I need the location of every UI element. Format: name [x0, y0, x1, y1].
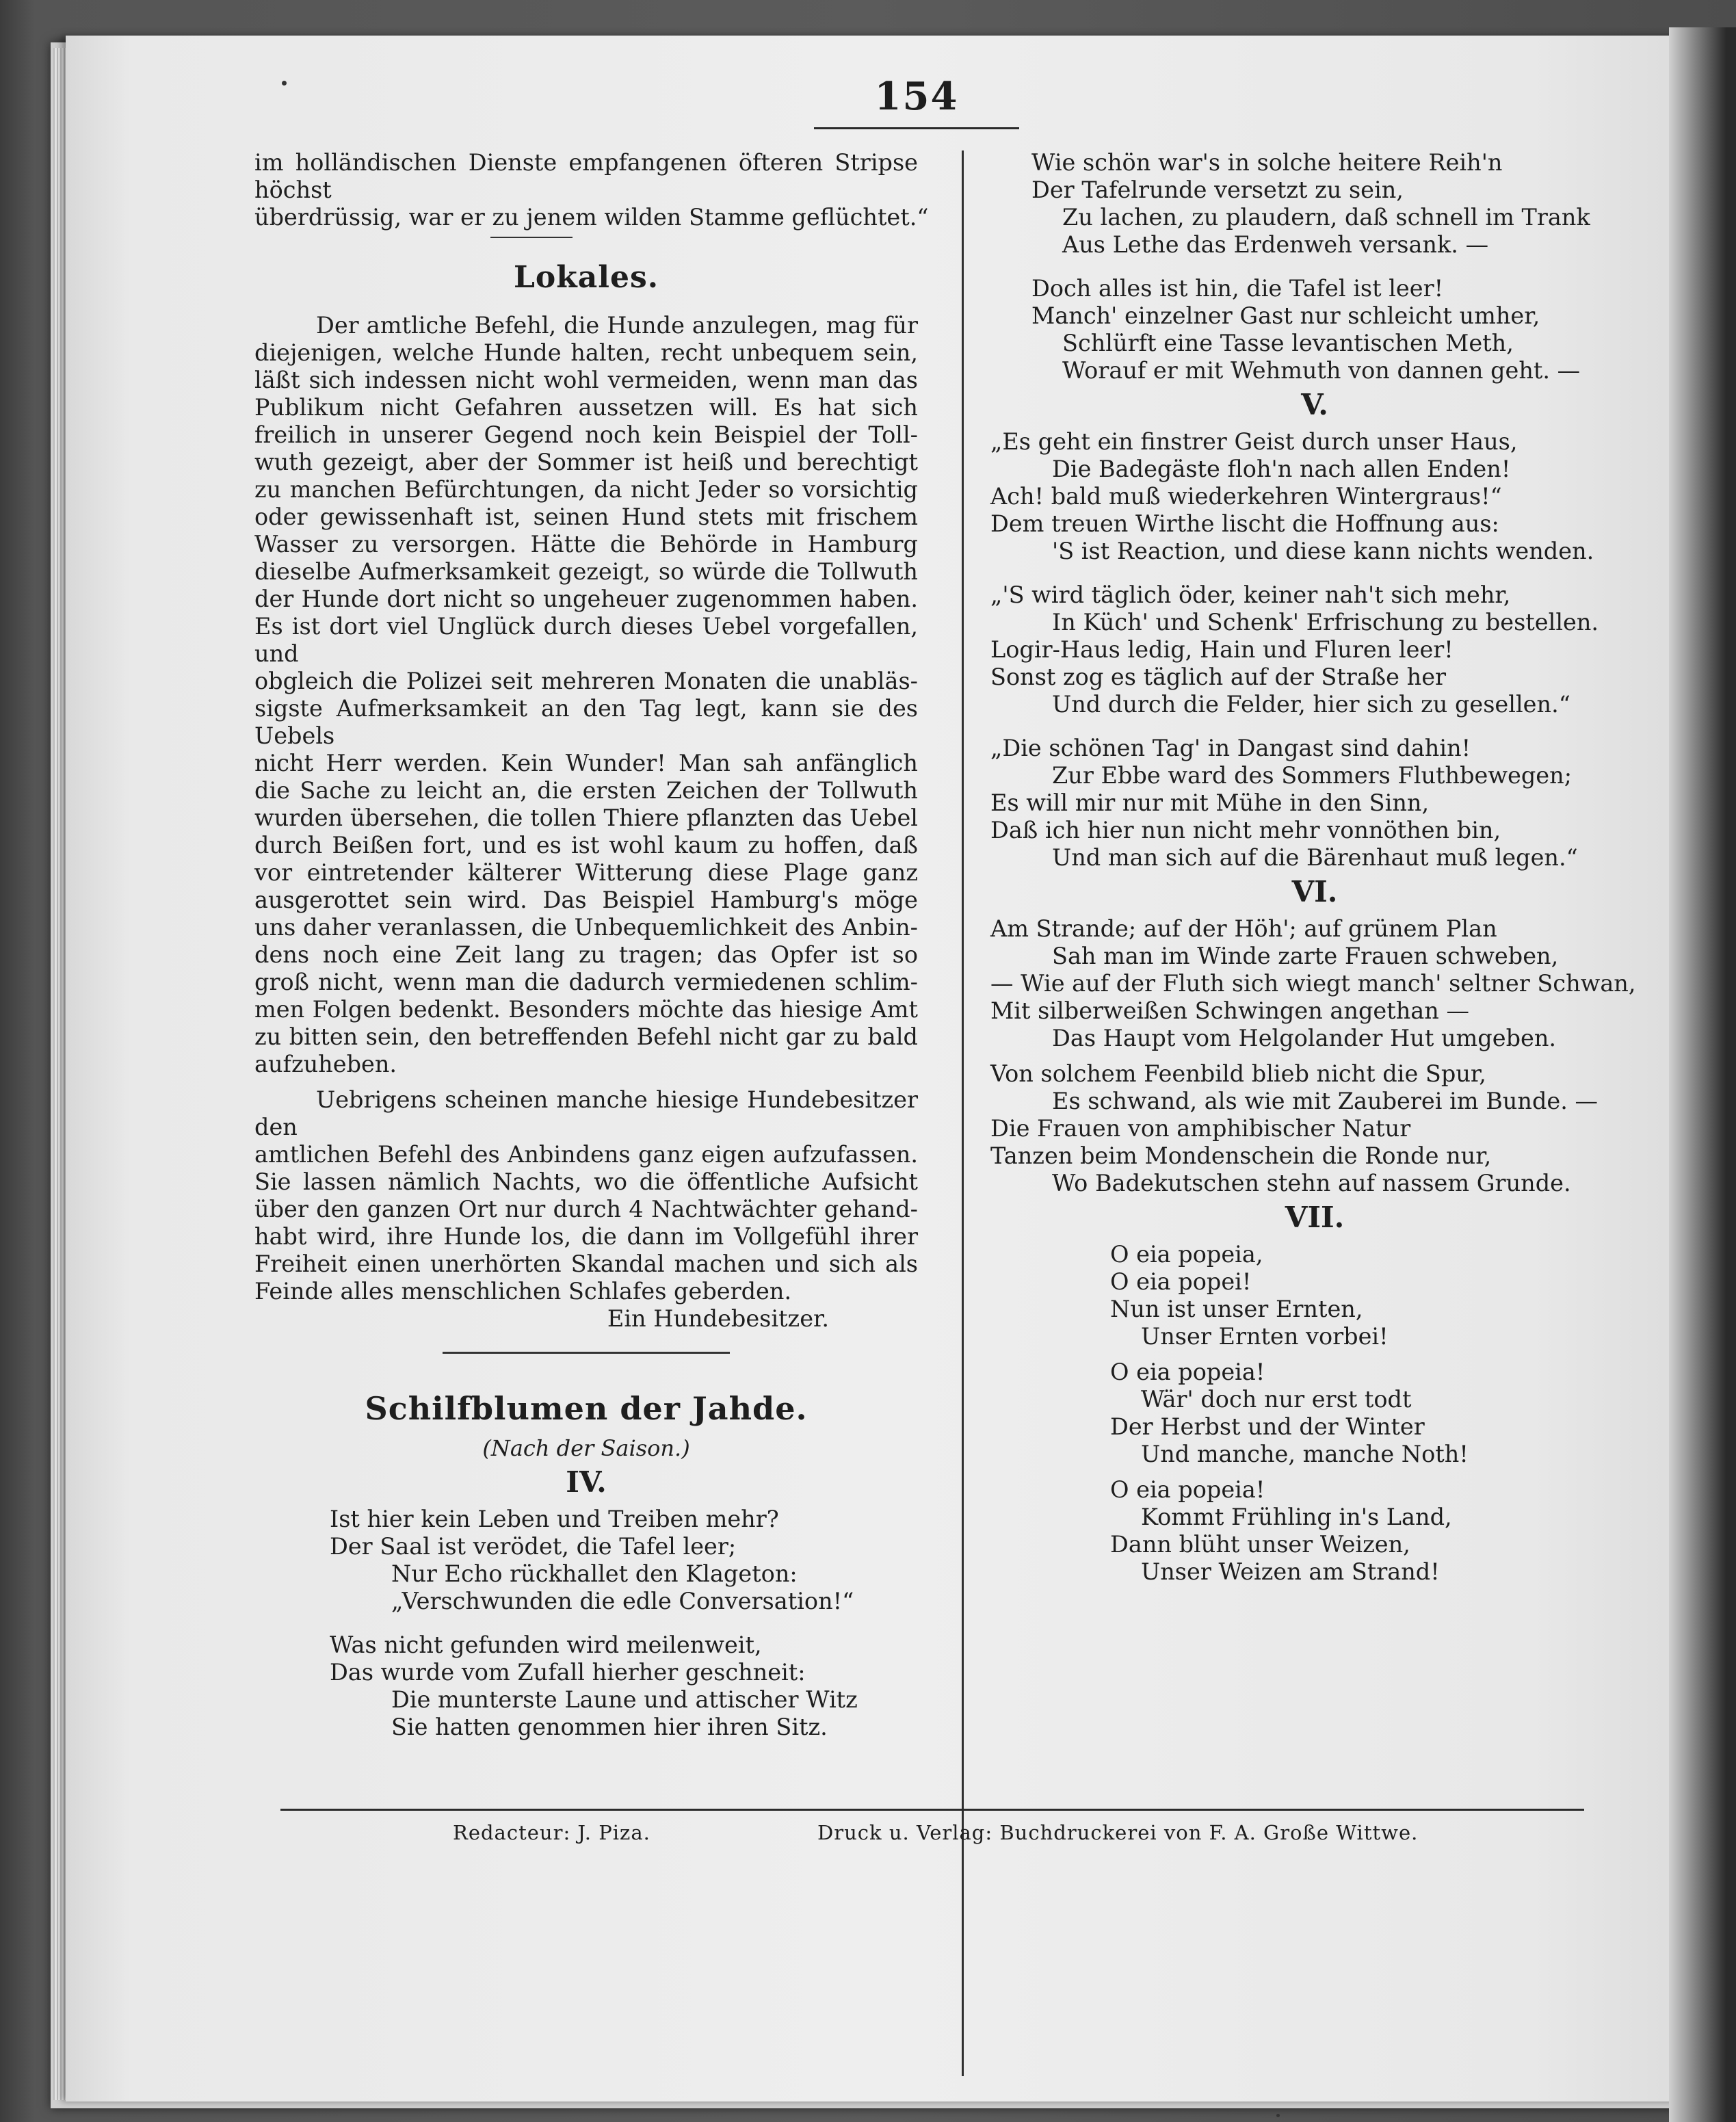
- text-line: sigste Aufmerksamkeit an den Tag legt, kann sie des Uebels: [254, 695, 918, 749]
- text-line: wurden übersehen, die tollen Thiere pflanzten das Uebel: [254, 804, 918, 831]
- text-line: wuth gezeigt, aber der Sommer ist heiß und berechtigt: [254, 449, 918, 475]
- lokales-paragraph-1: [254, 312, 918, 1078]
- text-line: habt wird, ihre Hunde los, die dann im Vollgefühl ihrer: [254, 1223, 918, 1250]
- page-edge-lines: [53, 48, 67, 2100]
- page-number: 154: [874, 74, 959, 119]
- verse-line: Es will mir nur mit Mühe in den Sinn,: [990, 789, 1430, 816]
- verse-line: Worauf er mit Wehmuth von dannen geht. —: [1062, 357, 1581, 384]
- text-line: zu manchen Befürchtungen, da nicht Jeder so vorsichtig: [254, 476, 918, 503]
- text-line: zu bitten sein, den betreffenden Befehl nicht gar zu bald: [254, 1023, 918, 1050]
- poem-stanza: [254, 1632, 918, 1741]
- text-line: läßt sich indessen nicht wohl vermeiden, wenn man das: [254, 367, 918, 393]
- verse-line: Unser Ernten vorbei!: [1141, 1323, 1389, 1350]
- verse-line: Die Badegäste floh'n nach allen Enden!: [1052, 456, 1511, 482]
- verse-line: „Die schönen Tag' in Dangast sind dahin!: [990, 735, 1471, 761]
- verse-line: Es schwand, als wie mit Zauberei im Bunde. —: [1052, 1088, 1599, 1114]
- verse-line: „'S wird täglich öder, keiner nah't sich mehr,: [990, 581, 1511, 608]
- stanza-numeral-vii: VII.: [1285, 1201, 1345, 1234]
- verse-line: Das Haupt vom Helgolander Hut umgeben.: [1052, 1025, 1557, 1051]
- verse-line: Die Frauen von amphibischer Natur: [990, 1115, 1411, 1142]
- text-line: durch Beißen fort, und es ist wohl kaum zu hoffen, daß: [254, 832, 918, 859]
- poem-stanza: [990, 1241, 1639, 1350]
- page-number-rule: [814, 127, 1019, 129]
- text-line: dens noch eine Zeit lang zu tragen; das Opfer ist so: [254, 941, 918, 968]
- verse-line: Sah man im Winde zarte Frauen schweben,: [1052, 943, 1559, 969]
- verse-line: O eia popeia!: [1110, 1476, 1265, 1503]
- verse-line: Daß ich hier nun nicht mehr vonnöthen bin,: [990, 817, 1501, 843]
- stanza-numeral-v: V.: [1301, 388, 1328, 421]
- text-line: Es ist dort viel Unglück durch dieses Uebel vorgefallen, und: [254, 613, 918, 667]
- verse-line: Zur Ebbe ward des Sommers Fluthbewegen;: [1052, 762, 1572, 789]
- spacer: [254, 1078, 918, 1086]
- verse-line: Dem treuen Wirthe lischt die Hoffnung aus:: [990, 510, 1499, 537]
- poem-stanza: [990, 915, 1639, 1052]
- spacer: [990, 1052, 1639, 1060]
- verse-line: „Verschwunden die edle Conversation!“: [391, 1588, 854, 1614]
- poem-stanza: [990, 735, 1639, 872]
- text-line: Sie lassen nämlich Nachts, wo die öffentliche Aufsicht: [254, 1168, 918, 1195]
- poem-stanza: [254, 1506, 918, 1615]
- text-line: Wasser zu versorgen. Hätte die Behörde in Hamburg: [254, 531, 918, 558]
- poem-stanza: [990, 275, 1639, 384]
- verse-line: Der Herbst und der Winter: [1110, 1413, 1425, 1440]
- ink-speck: [282, 81, 287, 86]
- verse-line: Unser Weizen am Strand!: [1141, 1558, 1440, 1585]
- text-line: aufzuheben.: [254, 1051, 397, 1077]
- separator-rule: [490, 237, 573, 238]
- text-line: men Folgen bedenkt. Besonders möchte das hiesige Amt: [254, 996, 918, 1023]
- verse-line: Wo Badekutschen stehn auf nassem Grunde.: [1052, 1170, 1571, 1196]
- spacer: [254, 1615, 918, 1632]
- verse-line: Wär' doch nur erst todt: [1141, 1386, 1412, 1413]
- spacer: [990, 259, 1639, 275]
- verse-line: O eia popeia!: [1110, 1359, 1265, 1385]
- footer-editor: Redacteur: J. Piza.: [453, 1821, 650, 1844]
- verse-line: Der Tafelrunde versetzt zu sein,: [1031, 176, 1404, 203]
- verse-line: Von solchem Feenbild blieb nicht die Spur,: [990, 1060, 1486, 1087]
- verse-line: Sonst zog es täglich auf der Straße her: [990, 664, 1447, 690]
- verse-line: Was nicht gefunden wird meilenweit,: [330, 1632, 762, 1658]
- spacer: [990, 1350, 1639, 1359]
- right-column: [990, 149, 1639, 1586]
- text-line: der Hunde dort nicht so ungeheuer zugenommen haben.: [254, 586, 918, 612]
- verse-line: Wie schön war's in solche heitere Reih'n: [1031, 149, 1503, 176]
- verse-line: Schlürft eine Tasse levantischen Meth,: [1062, 330, 1514, 356]
- text-line: freilich in unserer Gegend noch kein Beispiel der Toll-: [254, 421, 918, 448]
- verse-line: Logir-Haus ledig, Hain und Fluren leer!: [990, 636, 1454, 663]
- text-line: Feinde alles menschlichen Schlafes geberden.: [254, 1278, 792, 1305]
- text-line: groß nicht, wenn man die dadurch vermiedenen schlim-: [254, 969, 918, 995]
- text-line: die Sache zu leicht an, die ersten Zeichen der Tollwuth: [254, 777, 918, 804]
- ink-speck: [1276, 2114, 1280, 2117]
- left-column: [254, 149, 929, 1741]
- verse-line: Und manche, manche Noth!: [1141, 1441, 1469, 1467]
- text-line: nicht Herr werden. Kein Wunder! Man sah anfänglich: [254, 750, 918, 776]
- text-line: vor eintretender kälterer Witterung diese Plage ganz: [254, 859, 918, 886]
- text-line: Uebrigens scheinen manche hiesige Hundebesitzer den: [254, 1086, 918, 1140]
- verse-line: Die munterste Laune und attischer Witz: [391, 1686, 858, 1713]
- poem-stanza: [990, 581, 1639, 718]
- verse-line: Manch' einzelner Gast nur schleicht umher,: [1031, 302, 1540, 329]
- stanza-numeral-iv: IV.: [566, 1465, 607, 1499]
- verse-line: Ist hier kein Leben und Treiben mehr?: [330, 1506, 779, 1532]
- verse-line: Sie hatten genommen hier ihren Sitz.: [391, 1714, 828, 1740]
- verse-line: — Wie auf der Fluth sich wiegt manch' seltner Schwan,: [990, 970, 1636, 997]
- verse-line: Mit silberweißen Schwingen angethan —: [990, 997, 1469, 1024]
- verse-line: O eia popei!: [1110, 1268, 1252, 1295]
- verse-line: Tanzen beim Mondenschein die Ronde nur,: [990, 1142, 1492, 1169]
- stanza-numeral-vi: VI.: [1291, 875, 1338, 908]
- text-line: Publikum nicht Gefahren aussetzen will. Es hat sich: [254, 394, 918, 421]
- verse-line: Zu lachen, zu plaudern, daß schnell im Trank: [1062, 204, 1590, 231]
- verse-line: Am Strande; auf der Höh'; auf grünem Plan: [990, 915, 1497, 942]
- verse-line: Das wurde vom Zufall hierher geschneit:: [330, 1659, 806, 1686]
- lokales-paragraph-2: [254, 1086, 918, 1305]
- spacer: [990, 1468, 1639, 1476]
- text-line: ausgerottet sein wird. Das Beispiel Hamburg's möge: [254, 887, 918, 913]
- verse-line: O eia popeia,: [1110, 1241, 1263, 1268]
- signature: Ein Hundebesitzer.: [607, 1305, 829, 1332]
- text-line: obgleich die Polizei seit mehreren Monaten die unabläs-: [254, 668, 918, 694]
- poem-title: Schilfblumen der Jahde.: [365, 1390, 808, 1427]
- text-line: Freiheit einen unerhörten Skandal machen und sich als: [254, 1250, 918, 1277]
- text-line: amtlichen Befehl des Anbindens ganz eigen aufzufassen.: [254, 1141, 918, 1168]
- verse-line: Und man sich auf die Bärenhaut muß legen.“: [1052, 844, 1578, 871]
- footer-rule: [280, 1809, 1584, 1811]
- footer-publisher: Druck u. Verlag: Buchdruckerei von F. A. Große Wittwe.: [817, 1821, 1419, 1844]
- verse-line: 'S ist Reaction, und diese kann nichts wenden.: [1052, 538, 1594, 564]
- verse-line: Ach! bald muß wiederkehren Wintergraus!“: [990, 483, 1502, 510]
- verse-line: Der Saal ist verödet, die Tafel leer;: [330, 1533, 737, 1560]
- text-line: uns daher veranlassen, die Unbequemlichkeit des Anbin-: [254, 914, 918, 941]
- verse-line: Aus Lethe das Erdenweh versank. —: [1062, 231, 1489, 258]
- spacer: [990, 718, 1639, 735]
- text-line: dieselbe Aufmerksamkeit gezeigt, so würde die Tollwuth: [254, 558, 918, 585]
- poem-stanza: [990, 1060, 1639, 1197]
- verse-line: Nur Echo rückhallet den Klageton:: [391, 1560, 798, 1587]
- poem-subtitle: (Nach der Saison.): [482, 1435, 690, 1461]
- verse-line: Doch alles ist hin, die Tafel ist leer!: [1031, 275, 1444, 302]
- text-line: oder gewissenhaft ist, seinen Hund stets mit frischem: [254, 503, 918, 530]
- poem-stanza: [990, 149, 1639, 259]
- verse-line: Dann blüht unser Weizen,: [1110, 1531, 1410, 1558]
- poem-stanza: [990, 1359, 1639, 1468]
- text-line: über den ganzen Ort nur durch 4 Nachtwächter gehand-: [254, 1196, 918, 1222]
- verse-line: In Küch' und Schenk' Erfrischung zu bestellen.: [1052, 609, 1599, 636]
- poem-stanza: [990, 428, 1639, 565]
- verse-line: Kommt Frühling in's Land,: [1141, 1504, 1452, 1530]
- separator-rule: [443, 1352, 730, 1354]
- text-line: Der amtliche Befehl, die Hunde anzulegen, mag für: [316, 312, 918, 339]
- poem-stanza: [990, 1476, 1639, 1586]
- text-line: diejenigen, welche Hunde halten, recht unbequem sein,: [254, 339, 918, 366]
- book-spine-shadow: [1669, 27, 1736, 2122]
- spacer: [990, 565, 1639, 581]
- text-line: überdrüssig, war er zu jenem wilden Stamme geflüchtet.“: [254, 204, 929, 231]
- column-divider: [962, 150, 964, 2076]
- verse-line: „Es geht ein finstrer Geist durch unser Haus,: [990, 428, 1518, 455]
- verse-line: Nun ist unser Ernten,: [1110, 1296, 1363, 1322]
- text-line: im holländischen Dienste empfangenen öfteren Stripse höchst: [254, 149, 918, 203]
- section-title-lokales: Lokales.: [513, 260, 659, 295]
- verse-line: Und durch die Felder, hier sich zu gesellen.“: [1052, 691, 1570, 718]
